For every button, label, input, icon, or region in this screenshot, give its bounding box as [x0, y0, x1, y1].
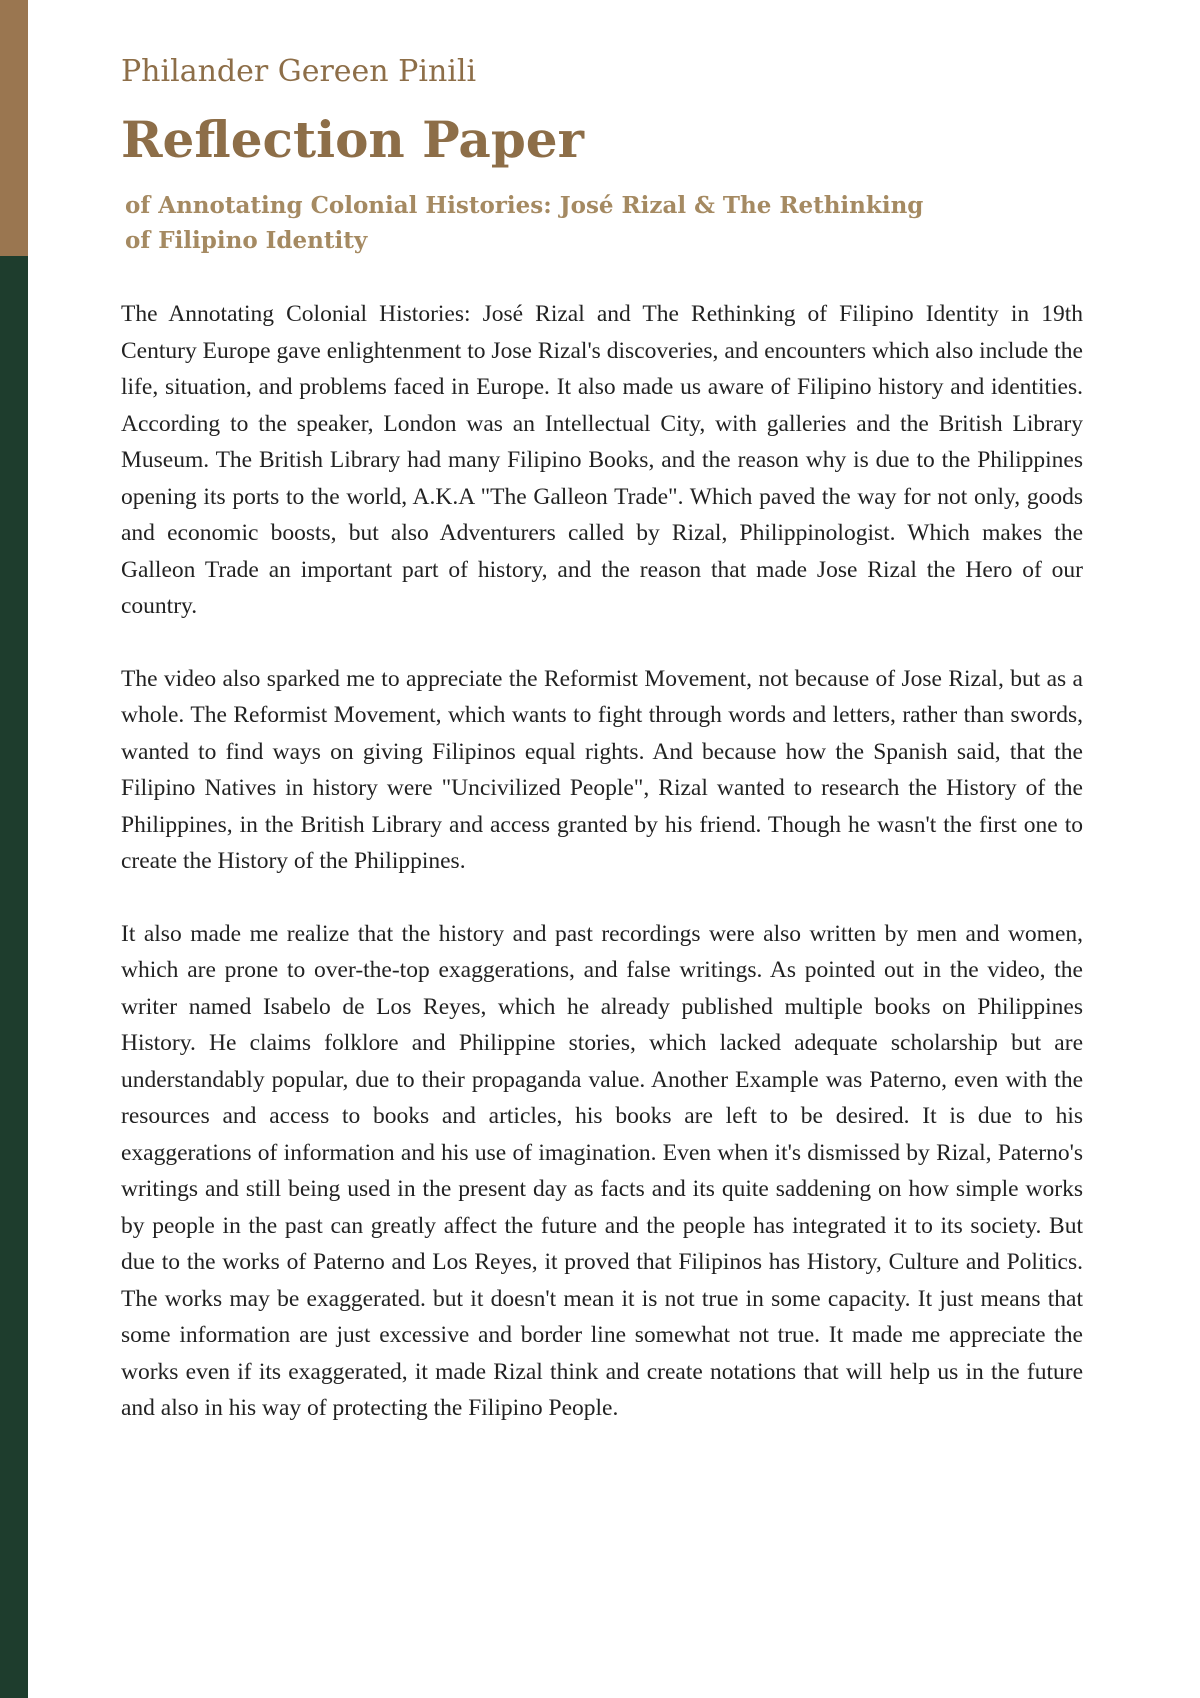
paragraph-3: It also made me realize that the history and past recordings were also written by men and women, which are prone to over-the-top exaggerations, and false writings. As pointed out in the video, the writer named Isabelo de Los Reyes, which he already published multiple books on Philippines History. He claims folklore and Philippine stories, which lacked adequate scholarship but are understandably popular, due to their propaganda value. Another Example was Paterno, even with the resources and access to books and articles, his books are left to be desired. It is due to his exaggerations of information and his use of imagination. Even when it's dismissed by Rizal, Paterno's writings and still being used in the present day as facts and its quite saddening on how simple works by people in the past can greatly affect the future and the people has integrated it to its society. But due to the works of Paterno and Los Reyes, it proved that Filipinos has History, Culture and Politics. The works may be exaggerated. but it doesn't mean it is not true in some capacity. It just means that some information are just excessive and border line somewhat not true. It made me appreciate the works even if its exaggerated, it made Rizal think and create notations that will help us in the future and also in his way of protecting the Filipino People. — [121, 920, 1083, 1421]
sidebar-accent-bottom — [0, 256, 28, 1698]
page-title: Reflection Paper — [121, 110, 584, 169]
page-subtitle: of Annotating Colonial Histories: José Rizal & The Rethinking of Filipino Identity — [125, 192, 924, 254]
paragraph-2: The video also sparked me to appreciate the Reformist Movement, not because of Jose Rizal, but as a whole. The Reformist Movement, which wants to fight through words and letters, rather than swords, wanted to find ways on giving Filipinos equal rights. And because how the Spanish said, that the Filipino Natives in history were "Uncivilized People", Rizal wanted to research the History of the Philippines, in the British Library and access granted by his friend. Though he wasn't the first one to create the History of the Philippines. — [121, 665, 1083, 874]
decorative-sidebar — [0, 0, 28, 1698]
paragraph-1: The Annotating Colonial Histories: José Rizal and The Rethinking of Filipino Identity in 19th Century Europe gave enlightenment to Jose Rizal's discoveries, and encounters which also include the life, situation, and problems faced in Europe. It also made us aware of Filipino history and identities. According to the speaker, London was an Intellectual City, with galleries and the British Library Museum. The British Library had many Filipino Books, and the reason why is due to the Philippines opening its ports to the world, A.K.A "The Galleon Trade". Which paved the way for not only, goods and economic boosts, but also Adventurers called by Rizal, Philippinologist. Which makes the Galleon Trade an important part of history, and the reason that made Jose Rizal the Hero of our country. — [121, 301, 1083, 619]
author-name: Philander Gereen Pinili — [121, 54, 477, 89]
document-body — [121, 296, 1083, 1463]
sidebar-accent-top — [0, 0, 28, 256]
